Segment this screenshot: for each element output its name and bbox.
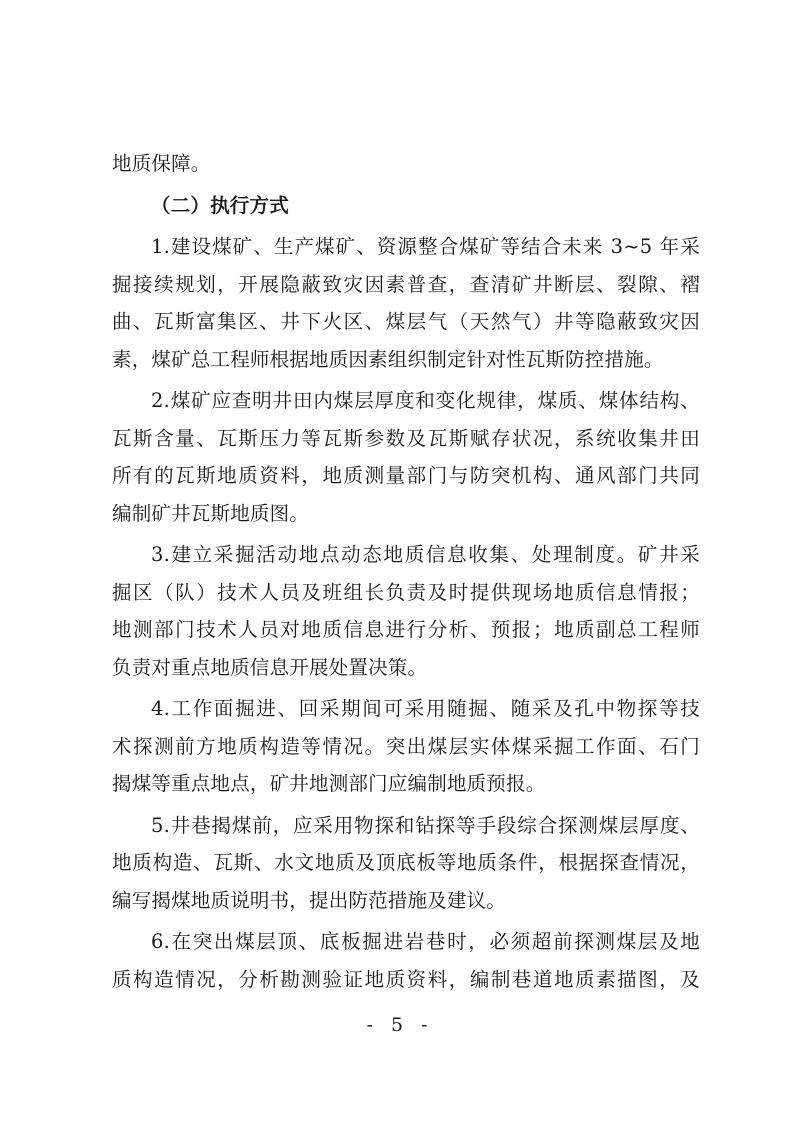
paragraph-item-4 bbox=[112, 690, 700, 803]
text-line: 负责对重点地质信息开展处置决策。 bbox=[112, 655, 428, 679]
text-line: 地测部门技术人员对地质信息进行分析、预报；地质副总工程师 bbox=[112, 618, 700, 641]
paragraph-item-2 bbox=[112, 382, 700, 532]
paragraph-item-6 bbox=[112, 923, 700, 998]
section-heading bbox=[112, 187, 700, 225]
text-line: 5.井巷揭煤前，应采用物探和钻探等手段综合探测煤层厚度、 bbox=[151, 813, 700, 837]
text-line: 掘区（队）技术人员及班组长负责及时提供现场地质信息情报； bbox=[112, 580, 700, 604]
text-line: 2.煤矿应查明井田内煤层厚度和变化规律，煤质、煤体结构、 bbox=[151, 389, 700, 412]
text-line: 3.建立采掘活动地点动态地质信息收集、处理制度。矿井采 bbox=[151, 543, 700, 566]
text-line: 瓦斯含量、瓦斯压力等瓦斯参数及瓦斯赋存状况，系统收集井田 bbox=[112, 426, 700, 450]
text-line: 编制矿井瓦斯地质图。 bbox=[112, 501, 310, 525]
paragraph-item-3 bbox=[112, 536, 700, 686]
text-line: 掘接续规划，开展隐蔽致灾因素普查，查清矿井断层、裂隙、褶 bbox=[112, 272, 700, 296]
document-body bbox=[112, 145, 700, 1002]
page-number: - 5 - bbox=[366, 1014, 434, 1036]
text-line: 6.在突出煤层顶、底板掘进岩巷时，必须超前探测煤层及地 bbox=[151, 930, 700, 953]
text-line: 4.工作面掘进、回采期间可采用随掘、随采及孔中物探等技 bbox=[151, 697, 700, 720]
text-line: 质构造情况，分析勘测验证地质资料，编制巷道地质素描图，及 bbox=[112, 967, 700, 991]
paragraph-item-1 bbox=[112, 228, 700, 378]
text-line: 所有的瓦斯地质资料，地质测量部门与防突机构、通风部门共同 bbox=[112, 464, 700, 487]
text-line: 术探测前方地质构造等情况。突出煤层实体煤采掘工作面、石门 bbox=[112, 734, 700, 758]
text-line: 地质保障。 bbox=[112, 152, 211, 175]
text-line: 揭煤等重点地点，矿井地测部门应编制地质预报。 bbox=[112, 772, 546, 795]
text-line: 编写揭煤地质说明书，提出防范措施及建议。 bbox=[112, 888, 507, 912]
paragraph-item-5 bbox=[112, 807, 700, 920]
text-line: 地质构造、瓦斯、水文地质及顶底板等地质条件，根据探查情况， bbox=[112, 851, 700, 874]
text-line: 素，煤矿总工程师根据地质因素组织制定针对性瓦斯防控措施。 bbox=[112, 347, 664, 371]
text-line: 曲、瓦斯富集区、井下火区、煤层气（天然气）井等隐蔽致灾因 bbox=[112, 310, 700, 333]
text-line: 1.建设煤矿、生产煤矿、资源整合煤矿等结合未来 3~5 年采 bbox=[151, 235, 700, 258]
heading-text: （二）执行方式 bbox=[151, 193, 289, 217]
paragraph-intro-tail bbox=[112, 145, 700, 183]
